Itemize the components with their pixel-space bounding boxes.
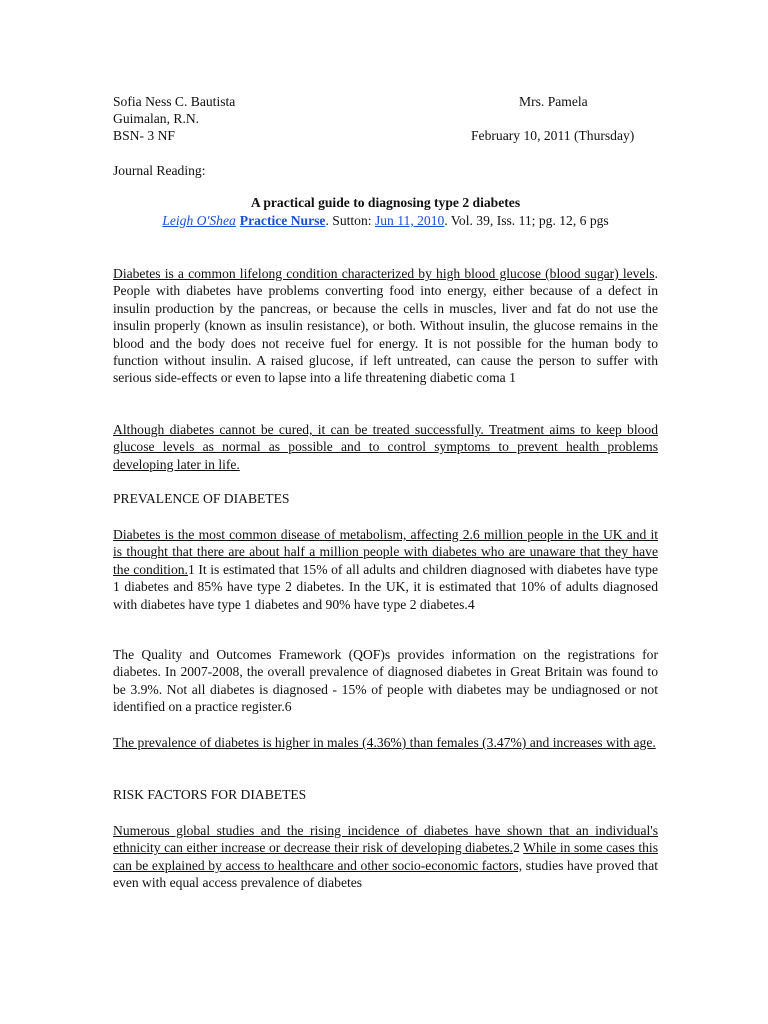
- citation-volume: . Vol. 39, Iss. 11; pg. 12, 6 pgs: [444, 213, 609, 228]
- underlined-text: Diabetes is a common lifelong condition characterized by high blood glucose (blood sugar) levels: [113, 266, 655, 281]
- paragraph-gender-prevalence: The prevalence of diabetes is higher in males (4.36%) than females (3.47%) and increases with age.: [113, 735, 656, 750]
- instructor-name: Mrs. Pamela: [519, 94, 588, 109]
- section-label: BSN- 3 NF: [113, 128, 175, 143]
- paragraph-text: . People with diabetes have problems converting food into energy, either because of a defect in insulin production by the pancreas, or because the cells in muscles, liver and fat do not use the insulin properly (known as insulin resistance), or both. Without insulin, the glucose remains in the blood and the body does not receive fuel for energy. It is not possible for the human body to function without insulin. A raised glucose, if left untreated, can cause the person to suffer with serious side-effects or even to lapse into a life threatening diabetic coma 1: [113, 266, 658, 386]
- paragraph-definition: [113, 265, 658, 387]
- heading-risk-factors: RISK FACTORS FOR DIABETES: [113, 787, 307, 802]
- paragraph-risk-factors: [113, 822, 658, 892]
- underlined-text: Diabetes is the most common disease of metabolism, affecting 2.6 million people in the UK and it is thought that there are about half a million people with diabetes who are unaware that they have the condition.: [113, 527, 658, 577]
- paragraph-qof: The Quality and Outcomes Framework (QOF)s provides information on the registrations for diabetes. In 2007-2008, the overall prevalence of diagnosed diabetes in Great Britain was found to be 3.9%. Not all diabetes is diagnosed - 15% of people with diabetes may be undiagnosed or not identified on a practice register.6: [113, 647, 658, 715]
- paragraph-text: 2: [513, 840, 524, 856]
- journal-reading-label: Journal Reading:: [113, 163, 206, 178]
- student-name: Sofia Ness C. Bautista: [113, 94, 236, 109]
- paragraph-treatment: Although diabetes cannot be cured, it can be treated successfully. Treatment aims to keep blood glucose levels as normal as possible and to control symptoms to prevent health problems developing later in life.: [113, 422, 658, 472]
- underlined-text: While in some cases this can be explained by access to healthcare and other socio-economic factors,: [113, 840, 658, 873]
- paragraph-text: 1 It is estimated that 15% of all adults and children diagnosed with diabetes have type 1 diabetes and 85% have type 2 diabetes. In the UK, it is estimated that 10% of adults diagnosed with diabetes have type 1 diabetes and 90% have type 2 diabetes.4: [113, 561, 658, 612]
- paragraph-text: studies have proved that even with equal access prevalence of diabetes: [113, 857, 658, 891]
- heading-prevalence: PREVALENCE OF DIABETES: [113, 491, 290, 506]
- author-link[interactable]: Leigh O'Shea: [162, 213, 236, 228]
- date-label: February 10, 2011 (Thursday): [471, 128, 635, 143]
- journal-link[interactable]: Practice Nurse: [239, 213, 326, 228]
- article-citation: [113, 212, 658, 229]
- instructor-name-continued: Guimalan, R.N.: [113, 111, 200, 126]
- underlined-text: Numerous global studies and the rising incidence of diabetes have shown that an individual's ethnicity can either increase or decrease their risk of developing diabetes.: [113, 823, 658, 856]
- article-title: A practical guide to diagnosing type 2 diabetes: [250, 195, 521, 210]
- citation-place: . Sutton:: [325, 213, 375, 228]
- paragraph-prevalence: [113, 526, 658, 613]
- date-link[interactable]: Jun 11, 2010: [374, 213, 445, 228]
